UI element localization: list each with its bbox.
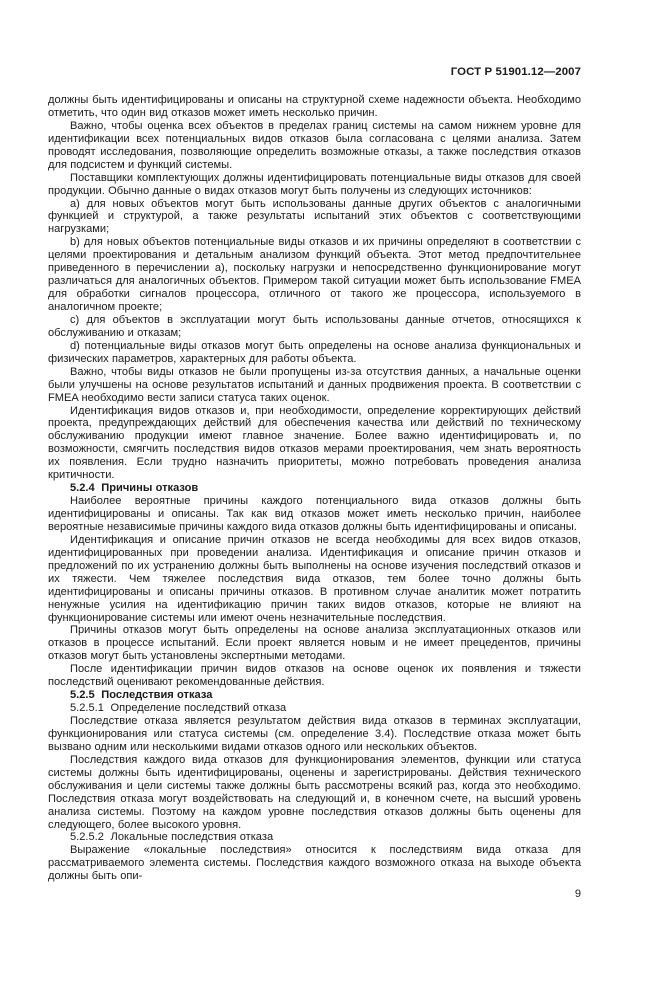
section-heading-5-2-5: 5.2.5 Последствия отказа xyxy=(70,689,213,702)
page-number: 9 xyxy=(574,888,581,901)
paragraph: Выражение «локальные последствия» относится к последствиям вида отказа для рассматриваемого элемента системы. Последствия каждого возможного отказа на выходе объекта должны быть опи- xyxy=(48,844,581,883)
paragraph: Идентификация видов отказов и, при необходимости, определение корректирующих действий проекта, предупреждающих действий для обеспечения качества или действий по техническому обслуживанию продукции имеют главное значение. Более важно идентифицировать и, по возможности, смягчить последствия видов отказов мерами проектирования, чем знать вероятность их появления. Если трудно назначить приоритеты, можно потребовать проведения анализа критичности. xyxy=(48,404,581,482)
section-heading-5-2-5-2: 5.2.5.2 Локальные последствия отказа xyxy=(70,831,274,844)
paragraph: Последствия каждого вида отказов для функционирования элементов, функции или статуса системы должны быть идентифицированы, оценены и зарегистрированы. Действия технического обслуживания и цели системы также должны быть рассмотрены всякий раз, когда это необходимо. Последствия отказа могут воздействовать на следующий и, в конечном счете, на высший уровень анализа системы. Поэтому на каждом уровне последствия отказов должны быть оценены для следующего, более высокого уровня. xyxy=(48,753,581,831)
paragraph-continuation: должны быть идентифицированы и описаны на структурной схеме надежности объекта. Необходимо отметить, что один вид отказов может иметь несколько причин. xyxy=(48,94,581,119)
list-item-c: c) для объектов в эксплуатации могут быть использованы данные отчетов, относящихся к обслуживанию и отказам; xyxy=(48,313,581,339)
paragraph: Важно, чтобы оценка всех объектов в пределах границ системы на самом нижнем уровне для идентификации всех потенциальных видов отказов была согласована с целями анализа. Затем проводят исследования, позволяющие определить возможные отказы, а также последствия отказов для подсистем и функций системы. xyxy=(48,119,581,171)
list-item-d: d) потенциальные виды отказов могут быть определены на основе анализа функциональных и физических параметров, характерных для работы объекта. xyxy=(48,339,581,365)
paragraph: Идентификация и описание причин отказов не всегда необходимы для всех видов отказов, идентифицированных при проведении анализа. Идентификация и описание причин отказов и предложений по их устранению должны быть выполнены на основе изучения последствий отказов и их тяжести. Чем тяжелее последствия вида отказов, тем более точно должны быть идентифицированы и описаны причины отказов. В противном случае аналитик может потратить ненужные усилия на идентификацию причин таких видов отказов, которые не влияют на функционирование системы или имеют очень незначительные последствия. xyxy=(48,533,581,624)
paragraph: Последствие отказа является результатом действия вида отказов в терминах эксплуатации, функционирования или статуса системы (см. определение 3.4). Последствие отказа может быть вызвано одним или несколькими видами отказов одного или нескольких объектов. xyxy=(48,715,581,753)
paragraph: После идентификации причин видов отказов на основе оценок их появления и тяжести последствий оценивают рекомендованные действия. xyxy=(48,663,581,689)
section-heading-5-2-4: 5.2.4 Причины отказов xyxy=(70,482,199,495)
document-code-header: ГОСТ Р 51901.12—2007 xyxy=(450,66,581,78)
list-item-a: a) для новых объектов могут быть использованы данные других объектов с аналогичными функцией и структурой, а также результаты испытаний этих объектов с соответствующими нагрузками; xyxy=(48,197,581,236)
paragraph: Причины отказов могут быть определены на основе анализа эксплуатационных отказов или отказов в процессе испытаний. Если проект является новым и не имеет прецедентов, причины отказов могут быть установлены экспертными методами. xyxy=(48,624,581,663)
paragraph: Поставщики комплектующих должны идентифицировать потенциальные виды отказов для своей продукции. Обычно данные о видах отказов могут быть получены из следующих источников: xyxy=(48,171,581,197)
paragraph: Наиболее вероятные причины каждого потенциального вида отказов должны быть идентифицированы и описаны. Так как вид отказов может иметь несколько причин, наиболее вероятные независимые причины каждого вида отказов должны быть идентифицированы и описаны. xyxy=(48,495,581,533)
section-heading-5-2-5-1: 5.2.5.1 Определение последствий отказа xyxy=(70,702,287,715)
list-item-b: b) для новых объектов потенциальные виды отказов и их причины определяют в соответствии с целями проектирования и детальным анализом функций объекта. Этот метод предпочтительнее приведенного в перечислении a), поскольку нагрузки и непосредственно функционирование могут различаться для аналогичных объектов. Примером такой ситуации может быть использование FMEA для обработки сигналов процессора, отличного от такого же процессора, используемого в аналогичном проекте; xyxy=(48,236,581,313)
paragraph: Важно, чтобы виды отказов не были пропущены из-за отсутствия данных, а начальные оценки были улучшены на основе результатов испытаний и данных продвижения проекта. В соответствии с FMEA необходимо вести записи статуса таких оценок. xyxy=(48,365,581,404)
